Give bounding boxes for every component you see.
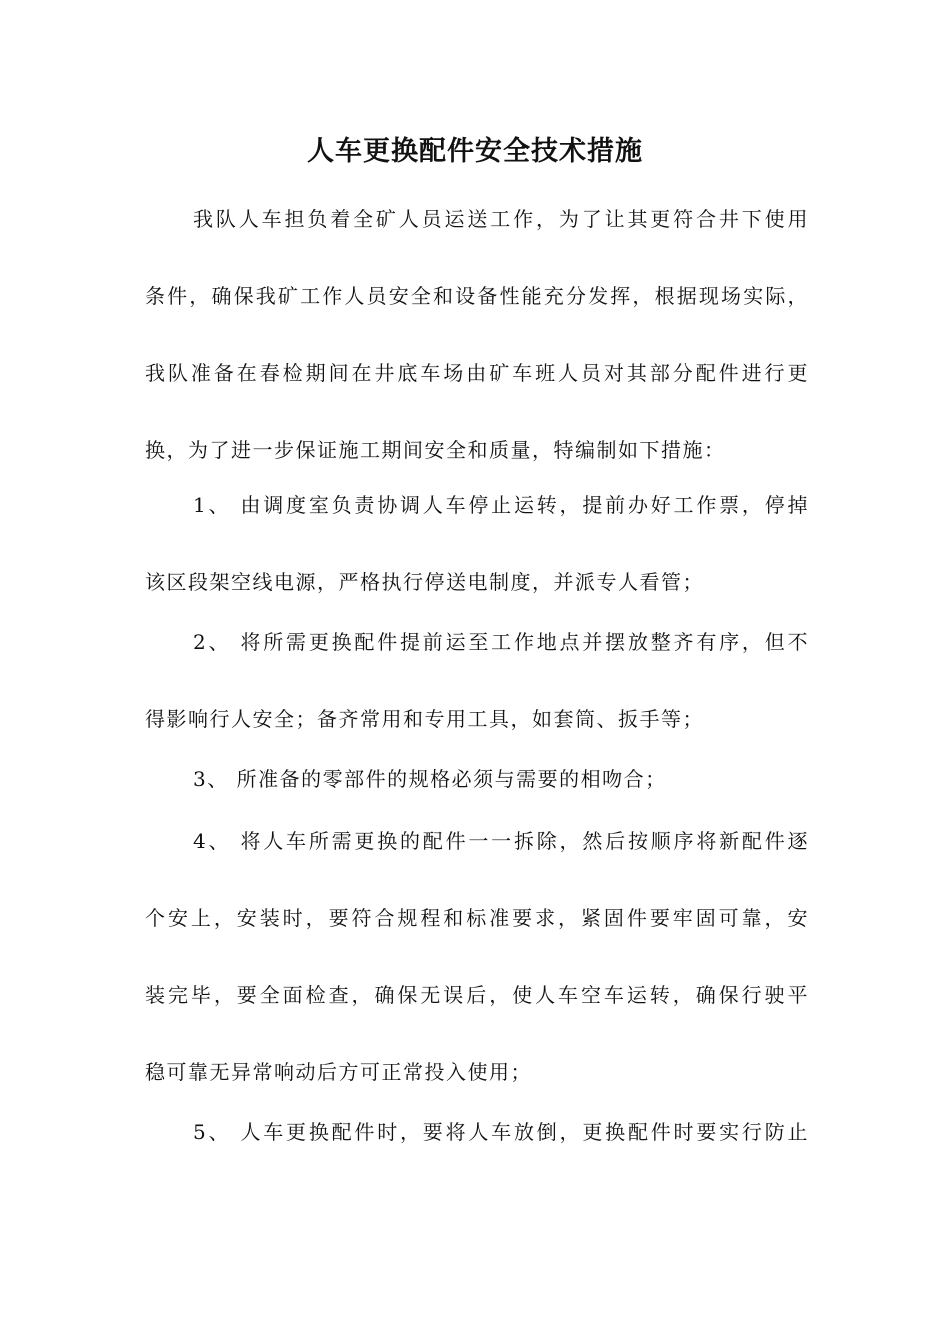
list-item-line: 5、 人车更换配件时，要将人车放倒，更换配件时要实行防止	[193, 1120, 809, 1144]
list-item-line: 个安上，安装时，要符合规程和标准要求，紧固件要牢固可靠，安	[145, 906, 809, 930]
paragraph-line: 条件，确保我矿工作人员安全和设备性能充分发挥，根据现场实际，	[145, 284, 809, 308]
paragraph-line: 我队准备在春检期间在井底车场由矿车班人员对其部分配件进行更	[145, 361, 809, 385]
list-item-line: 1、 由调度室负责协调人车停止运转，提前办好工作票，停掉	[193, 493, 809, 517]
paragraph-line: 我队人车担负着全矿人员运送工作，为了让其更符合井下使用	[193, 207, 809, 231]
list-item-line: 稳可靠无异常响动后方可正常投入使用；	[145, 1060, 532, 1084]
paragraph-line: 换，为了进一步保证施工期间安全和质量，特编制如下措施：	[145, 438, 726, 462]
list-item-line: 4、 将人车所需更换的配件一一拆除，然后按顺序将新配件逐	[193, 829, 809, 853]
list-item-line: 2、 将所需更换配件提前运至工作地点并摆放整齐有序，但不	[193, 630, 809, 654]
list-item-line: 3、 所准备的零部件的规格必须与需要的相吻合；	[193, 767, 667, 791]
list-item-line: 得影响行人安全；备齐常用和专用工具，如套筒、扳手等；	[145, 707, 704, 731]
document-title: 人车更换配件安全技术措施	[307, 136, 643, 167]
list-item-line: 该区段架空线电源，严格执行停送电制度，并派专人看管；	[145, 570, 704, 594]
list-item-line: 装完毕，要全面检查，确保无误后，使人车空车运转，确保行驶平	[145, 983, 809, 1007]
